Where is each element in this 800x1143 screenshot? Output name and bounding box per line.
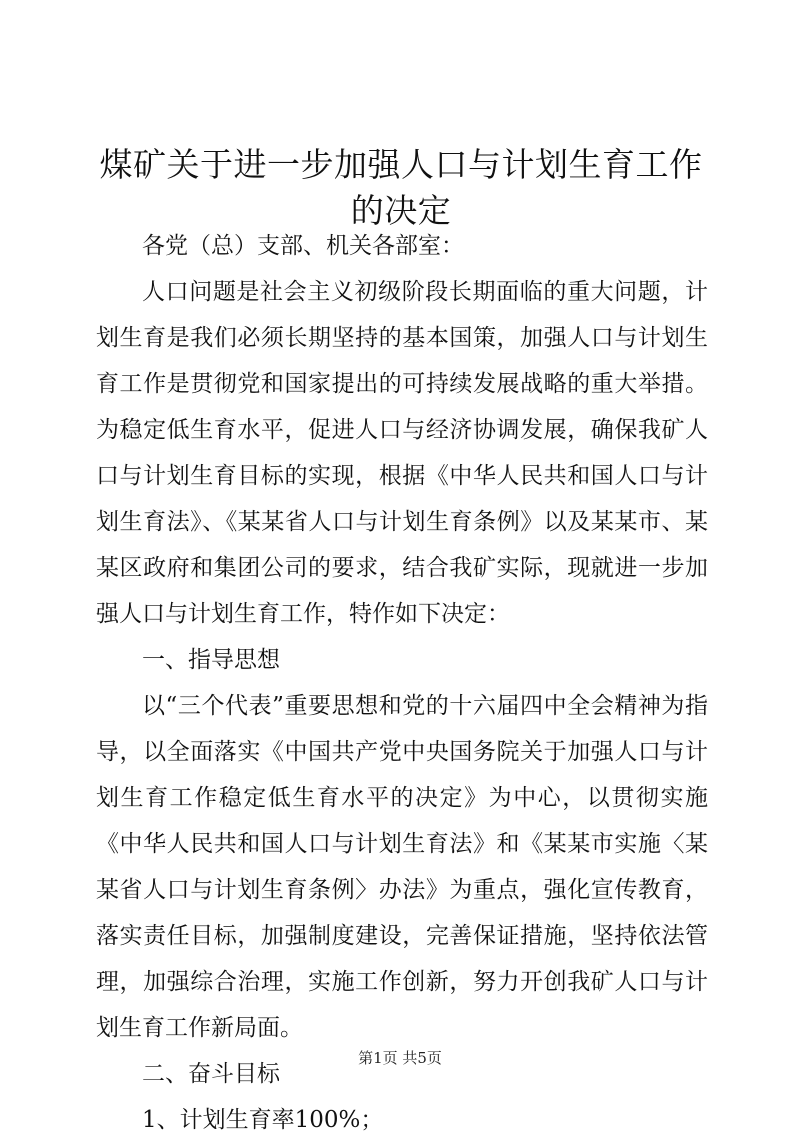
section-heading-guiding-ideology: 一、指导思想: [142, 647, 280, 673]
guiding-ideology-paragraph: 以“三个代表”重要思想和党的十六届四中全会精神为指导，以全面落实《中国共产党中央国务院关于加强人口与计划生育工作稳定低生育水平的决定》为中心，以贯彻实施《中华人民共和国人口与计划生育法》和《某某市实施〈某某省人口与计划生育条例〉办法》为重点，强化宣传教育，落实责任目标，加强制度建设，完善保证措施，坚持依法管理，加强综合治理，实施工作创新，努力开创我矿人口与计划生育工作新局面。: [96, 693, 708, 1041]
section-heading-goals: 二、奋斗目标: [142, 1061, 280, 1087]
intro-paragraph: 人口问题是社会主义初级阶段长期面临的重大问题，计划生育是我们必须长期坚持的基本国策，加强人口与计划生育工作是贯彻党和国家提出的可持续发展战略的重大举措。为稳定低生育水平，促进人口与经济协调发展，确保我矿人口与计划生育目标的实现，根据《中华人民共和国人口与计划生育法》、《某某省人口与计划生育条例》以及某某市、某某区政府和集团公司的要求，结合我矿实际，现就进一步加强人口与计划生育工作，特作如下决定：: [96, 279, 708, 627]
goal-item-1: 1、计划生育率100%；: [142, 1107, 384, 1133]
document-title: 煤矿关于进一步加强人口与计划生育工作的决定: [99, 145, 703, 230]
salutation-paragraph: 各党（总）支部、机关各部室：: [142, 233, 464, 259]
page-footer: 第1页 共5页: [358, 1049, 442, 1067]
document-body: [96, 223, 708, 1143]
